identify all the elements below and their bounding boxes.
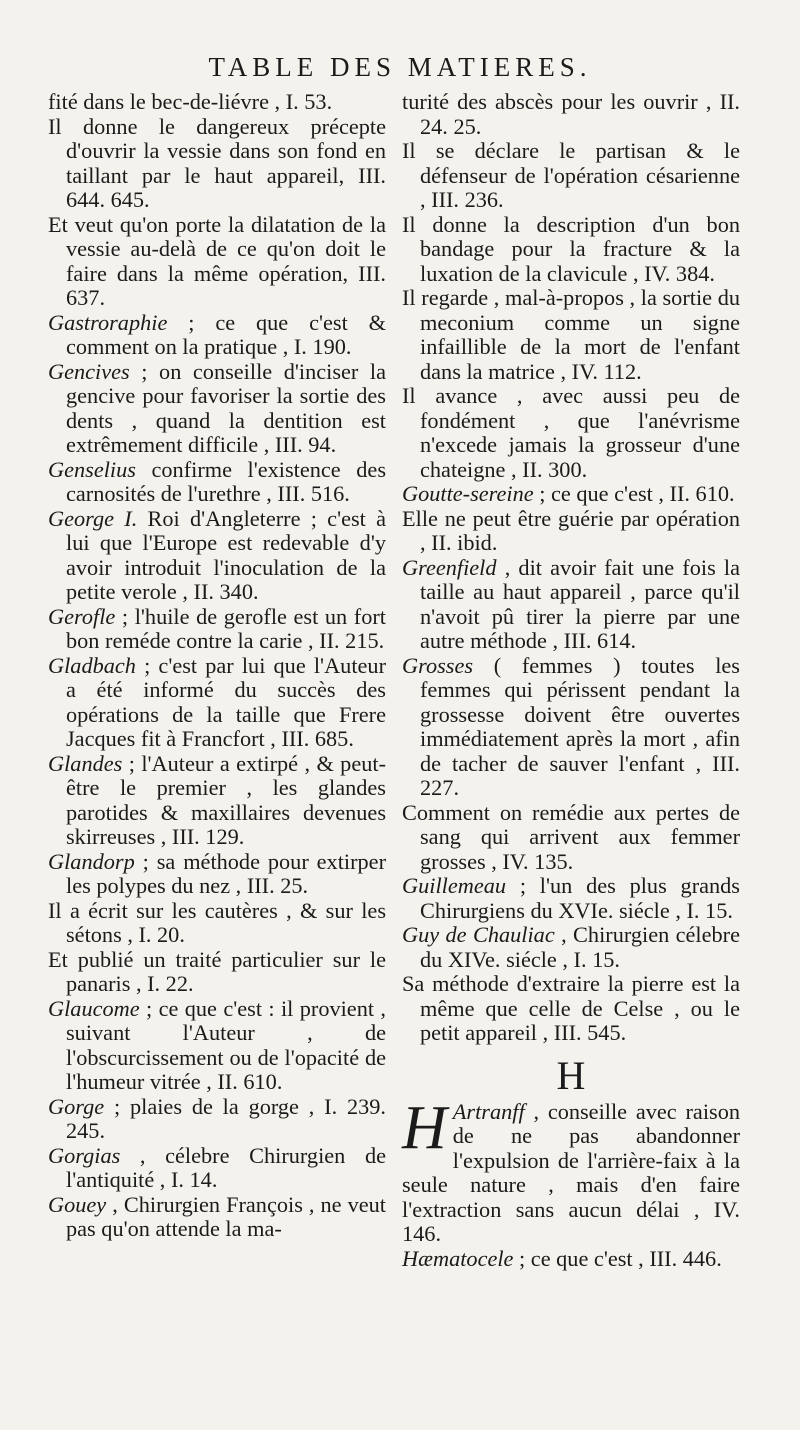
index-entry [48,360,386,458]
index-entry [402,213,740,287]
index-entry [402,384,740,482]
entry-text: , dit avoir fait une fois la taille au haut appareil , parce qu'il n'avoit pû tirer la pierre par une autre méthode , III. 614. [420,554,740,653]
index-entry-hartranff [402,1093,740,1247]
entry-term: Greenfield [402,554,497,580]
entry-text: ; ce que c'est , II. 610. [533,481,735,506]
index-entry [402,972,740,1046]
entry-text: Il se déclare le partisan & le défenseur de l'opération césarienne , III. 236. [402,138,740,212]
entry-text: Roi d'Angleterre ; c'est à lui que l'Europe est redevable d'y avoir introduit l'inoculation de la petite verole , II. 340. [66,505,386,604]
index-entry [48,948,386,997]
entry-text: ; ce que c'est : il provient , suivant l'Auteur , de l'obscurcissement ou de l'opacité de l'humeur vitrée , II. 610. [66,995,386,1094]
entry-term: Gorgias [48,1142,121,1168]
index-entry [48,899,386,948]
entry-term: Guy de Chauliac [402,922,555,947]
drop-cap: H [402,1093,447,1162]
index-entry [48,115,386,213]
entry-term: Gencives [48,358,130,384]
entry-text: ( femmes ) toutes les femmes qui périssent pendant la grossesse doivent être ouvertes immédiatement après la mort , afin de tacher de sauver l'enfant , III. 227. [420,652,740,800]
index-entry [48,90,386,115]
entry-text: Il donne le dangereux précepte d'ouvrir la vessie dans son fond en taillant par le haut appareil, III. 644. 645. [48,113,386,212]
entry-text: , célebre Chirurgien de l'antiquité , I. 14. [66,1142,386,1192]
entry-text: ; on conseille d'inciser la gencive pour favoriser la sortie des dents , quand la dentition est extrêmement difficile , III. 94. [66,358,386,457]
index-entry [48,654,386,752]
entry-term: Genselius [48,456,136,482]
entry-text: Il avance , avec aussi peu de fondément , que l'anévrisme n'excede jamais la grosseur d'une chateigne , II. 300. [402,383,740,482]
index-entry [402,90,740,139]
entry-term: Gorge [48,1093,105,1119]
index-entry [48,213,386,311]
entry-text: ; c'est par lui que l'Auteur a été informé du succès des opérations de la taille que Frere Jacques fit à Francfort , III. 685. [66,652,386,751]
section-letter: H [556,1052,586,1098]
index-entry [402,139,740,213]
index-entry [402,874,740,923]
entry-term: Gastroraphie [48,309,168,335]
entry-text: ; l'Auteur a extirpé , & peut-être le premier , les glandes parotides & maxillaires devenues skirreuses , III. 129. [66,750,386,849]
index-entry [402,654,740,801]
entry-term: Gladbach [48,652,136,678]
entry-term: Artranff [452,1098,525,1124]
entry-term: Glandorp [48,848,135,874]
right-column [402,90,740,1271]
entry-text: Sa méthode d'extraire la pierre est la même que celle de Celse , ou le petit appareil , III. 545. [402,971,740,1045]
index-entry [402,507,740,556]
entry-text: Il donne la description d'un bon bandage pour la fracture & la luxation de la clavicule , IV. 384. [402,211,740,286]
entry-text: , Chirurgien célebre du XIVe. siécle , I. 15. [420,922,740,972]
entry-term: Gerofle [48,603,116,629]
index-entry [402,556,740,654]
left-column [48,90,386,1242]
entry-text: Et veut qu'on porte la dilatation de la vessie au-delà de ce qu'on doit le faire dans la même opération, III. 637. [48,211,386,310]
entry-term: George I. [48,505,138,531]
entry-term: Gouey [48,1191,107,1217]
page-title: TABLE DES MATIERES. [208,52,592,82]
index-entry [48,850,386,899]
entry-text: ; ce que c'est & comment on la pratique , I. 190. [66,309,386,359]
entry-text: , conseille avec raison de ne pas abandonner l'expulsion de l'arrière-faix à la seule nature , mais d'en faire l'extraction sans aucun délai , IV. 146. [402,1098,740,1246]
index-entry [48,997,386,1095]
entry-term: Grosses [402,652,474,678]
entry-term: Guillemeau [402,873,507,898]
entry-text: Il regarde , mal-à-propos , la sortie du meconium comme un signe infaillible de la mort de l'enfant dans la matrice , IV. 112. [402,285,740,384]
index-entry-haematocele [402,1247,740,1272]
entry-text: Comment on remédie aux pertes de sang qui arrivent aux femmer grosses , IV. 135. [402,799,740,874]
entry-text: fité dans le bec-de-liévre , I. 53. [48,89,333,114]
entry-text: , Chirurgien François , ne veut pas qu'on attende la ma- [66,1191,386,1241]
index-entry [402,801,740,875]
entry-text: ; ce que c'est , III. 446. [513,1245,722,1271]
entry-text: ; l'un des plus grands Chirurgiens du XVIe. siécle , I. 15. [420,873,740,923]
index-entry [48,1144,386,1193]
index-entry [48,458,386,507]
index-entry [48,1193,386,1242]
index-entry [402,482,740,507]
entry-term: Glaucome [48,995,140,1021]
entry-text: Et publié un traité particulier sur le panaris , I. 22. [48,946,386,996]
index-entry [48,311,386,360]
index-entry [402,923,740,972]
entry-text: Il a écrit sur les cautères , & sur les sétons , I. 20. [48,897,386,947]
entry-text: confirme l'existence des carnosités de l'urethre , III. 516. [66,456,386,506]
entry-term: Glandes [48,750,123,776]
entry-text: ; l'huile de gerofle est un fort bon reméde contre la carie , II. 215. [66,603,386,653]
entry-text: turité des abscès pour les ouvrir , II. 24. 25. [402,89,740,139]
entry-term: Hæmatocele [402,1245,514,1271]
entry-text: ; plaies de la gorge , I. 239. 245. [66,1093,386,1143]
entry-text: Elle ne peut être guérie par opération , II. ibid. [402,505,740,555]
index-entry [48,605,386,654]
entry-term: Goutte-sereine [402,481,534,506]
index-entry [48,752,386,850]
index-entry [402,286,740,384]
entry-text: ; sa méthode pour extirper les polypes du nez , III. 25. [66,848,386,898]
index-entry [48,507,386,605]
index-entry [48,1095,386,1144]
